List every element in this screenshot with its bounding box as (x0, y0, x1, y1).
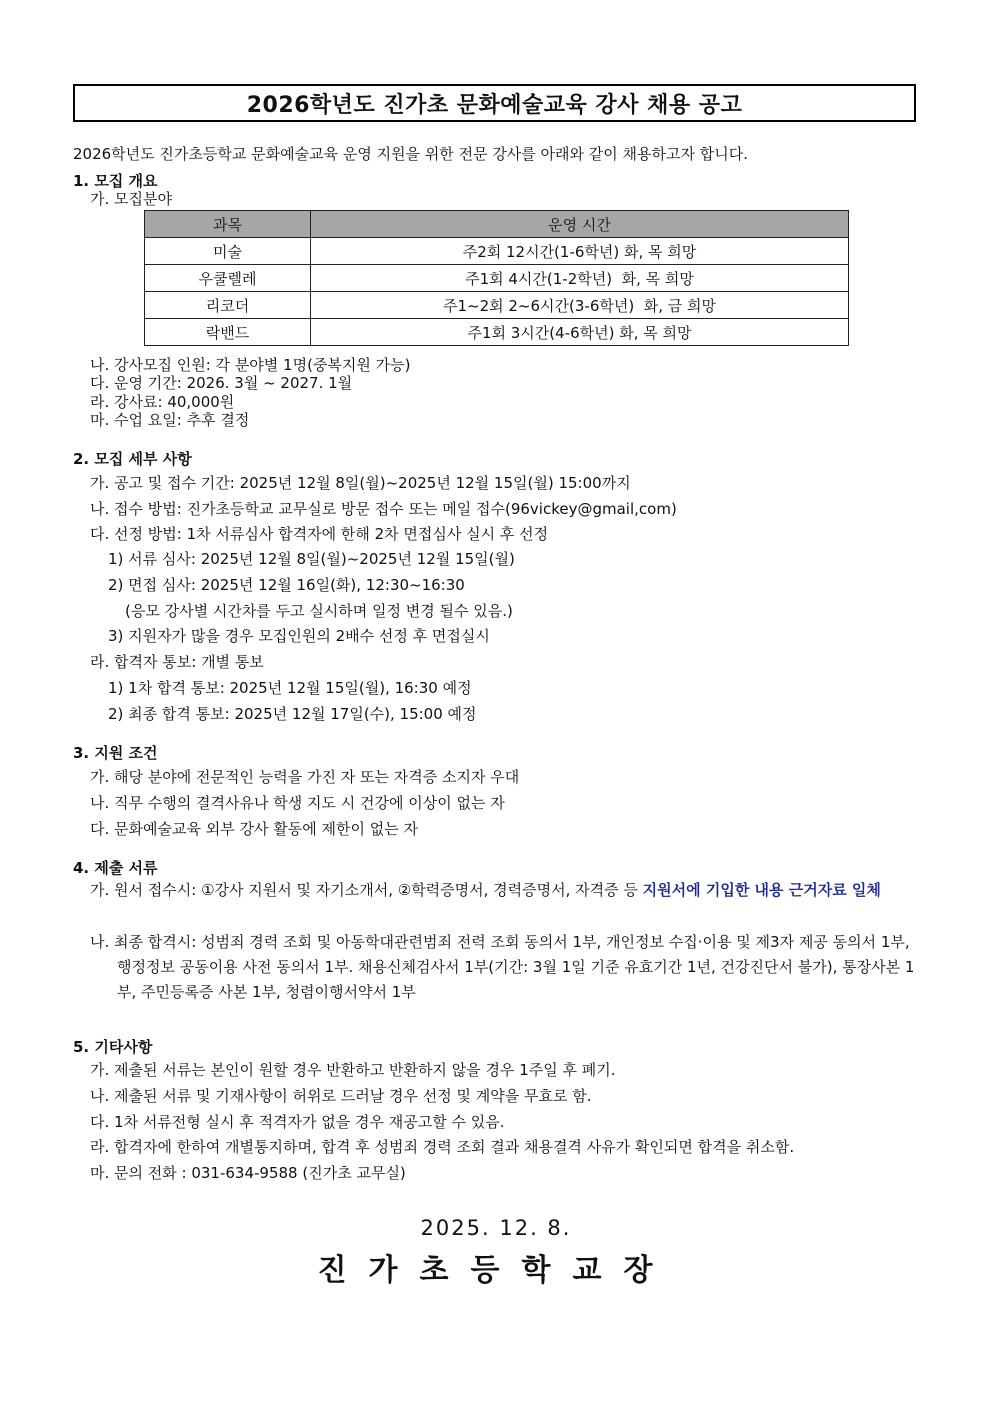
s5-item-da: 다. 1차 서류전형 실시 후 적격자가 없을 경우 재공고할 수 있음. (90, 1113, 505, 1131)
s5-item-na: 나. 제출된 서류 및 기재사항이 허위로 드러날 경우 선정 및 계약을 무효로 함. (90, 1087, 592, 1105)
section-3-heading: 3. 지원 조건 (73, 744, 158, 762)
s4-item-ga-emphasis: 지원서에 기입한 내용 근거자료 일체 (642, 881, 881, 899)
table-row (145, 265, 849, 292)
table-header-row (145, 211, 849, 238)
s1-item-ma: 마. 수업 요일: 추후 결정 (90, 411, 250, 429)
table-cell: 주1회 4시간(1-2학년) 화, 목 희망 (311, 265, 849, 292)
s2-item-ra-2: 2) 최종 합격 통보: 2025년 12월 17일(수), 15:00 예정 (108, 705, 477, 723)
table-cell: 주1회 3시간(4-6학년) 화, 목 희망 (311, 319, 849, 346)
table-cell: 락밴드 (145, 319, 311, 346)
section-5-heading: 5. 기타사항 (73, 1038, 153, 1056)
s2-item-da-1: 1) 서류 심사: 2025년 12월 8일(월)~2025년 12월 15일(월) (108, 550, 515, 568)
s2-item-da-2-note: (응모 강사별 시간차를 두고 실시하며 일정 변경 될수 있음.) (125, 602, 513, 620)
s1-item-ra: 라. 강사료: 40,000원 (90, 393, 235, 411)
s2-item-da-2: 2) 면접 심사: 2025년 12월 16일(화), 12:30~16:30 (108, 576, 465, 594)
s3-item-da: 다. 문화예술교육 외부 강사 활동에 제한이 없는 자 (90, 820, 418, 838)
table-header: 운영 시간 (311, 211, 849, 238)
table-row (145, 292, 849, 319)
table-cell: 주1~2회 2~6시간(3-6학년) 화, 금 희망 (311, 292, 849, 319)
s2-item-da: 다. 선정 방법: 1차 서류심사 합격자에 한해 2차 면접심사 실시 후 선정 (90, 525, 549, 543)
table-header: 과목 (145, 211, 311, 238)
intro-paragraph: 2026학년도 진가초등학교 문화예술교육 운영 지원을 위한 전문 강사를 아래와 같이 채용하고자 합니다. (73, 145, 748, 163)
s5-item-ga: 가. 제출된 서류는 본인이 원할 경우 반환하고 반환하지 않을 경우 1주일 후 폐기. (90, 1061, 616, 1079)
s2-item-na: 나. 접수 방법: 진가초등학교 교무실로 방문 접수 또는 메일 접수(96vickey@gmail,com) (90, 500, 677, 518)
s3-item-na: 나. 직무 수행의 결격사유나 학생 지도 시 건강에 이상이 없는 자 (90, 794, 505, 812)
s3-item-ga: 가. 해당 분야에 전문적인 능력을 가진 자 또는 자격증 소지자 우대 (90, 768, 520, 786)
table-cell: 주2회 12시간(1-6학년) 화, 목 희망 (311, 238, 849, 265)
subject-table (144, 210, 849, 346)
table-row (145, 319, 849, 346)
s1-item-da: 다. 운영 기간: 2026. 3월 ~ 2027. 1월 (90, 374, 353, 392)
issue-date: 2025. 12. 8. (420, 1216, 572, 1240)
section-4-heading: 4. 제출 서류 (73, 859, 158, 877)
section-2-heading: 2. 모집 세부 사항 (73, 450, 192, 468)
s2-item-ra-1: 1) 1차 합격 통보: 2025년 12월 15일(월), 16:30 예정 (108, 679, 472, 697)
s5-item-ma: 마. 문의 전화 : 031-634-9588 (진가초 교무실) (90, 1164, 406, 1182)
s4-item-ga (90, 878, 922, 903)
s2-item-ra: 라. 합격자 통보: 개별 통보 (90, 653, 264, 671)
s1-item-ga: 가. 모집분야 (90, 190, 172, 208)
s4-item-ga-text: 가. 원서 접수시: ①강사 지원서 및 자기소개서, ②학력증명서, 경력증명서, 자격증 등 (90, 881, 643, 899)
signature-principal: 진가초등학교장 (317, 1253, 675, 1288)
table-cell: 리코더 (145, 292, 311, 319)
s4-item-na (90, 930, 922, 1005)
section-1-heading: 1. 모집 개요 (73, 172, 158, 190)
document-title: 2026학년도 진가초 문화예술교육 강사 채용 공고 (73, 84, 916, 122)
s5-item-ra: 라. 합격자에 한하여 개별통지하며, 합격 후 성범죄 경력 조회 결과 채용결격 사유가 확인되면 합격을 취소함. (90, 1138, 795, 1156)
table-row (145, 238, 849, 265)
s2-item-da-3: 3) 지원자가 많을 경우 모집인원의 2배수 선정 후 면접실시 (108, 627, 490, 645)
s4-item-na-text: 나. 최종 합격시: 성범죄 경력 조회 및 아동학대관련범죄 전력 조회 동의서 1부, 개인정보 수집·이용 및 제3자 제공 동의서 1부, 행정정보 공동이용 사전 동의서 1부. 채용신체검사서 1부(기간: 3월 1일 기준 유효기간 1년, 건강진단서 불가), 통장사본 1부, 주민등록증 사본 1부, 청렴이행서약서 1부 (90, 933, 915, 1001)
s2-item-ga: 가. 공고 및 접수 기간: 2025년 12월 8일(월)~2025년 12월 15일(월) 15:00까지 (90, 474, 631, 492)
s1-item-na: 나. 강사모집 인원: 각 분야별 1명(중복지원 가능) (90, 356, 411, 374)
table-cell: 우쿨렐레 (145, 265, 311, 292)
table-cell: 미술 (145, 238, 311, 265)
